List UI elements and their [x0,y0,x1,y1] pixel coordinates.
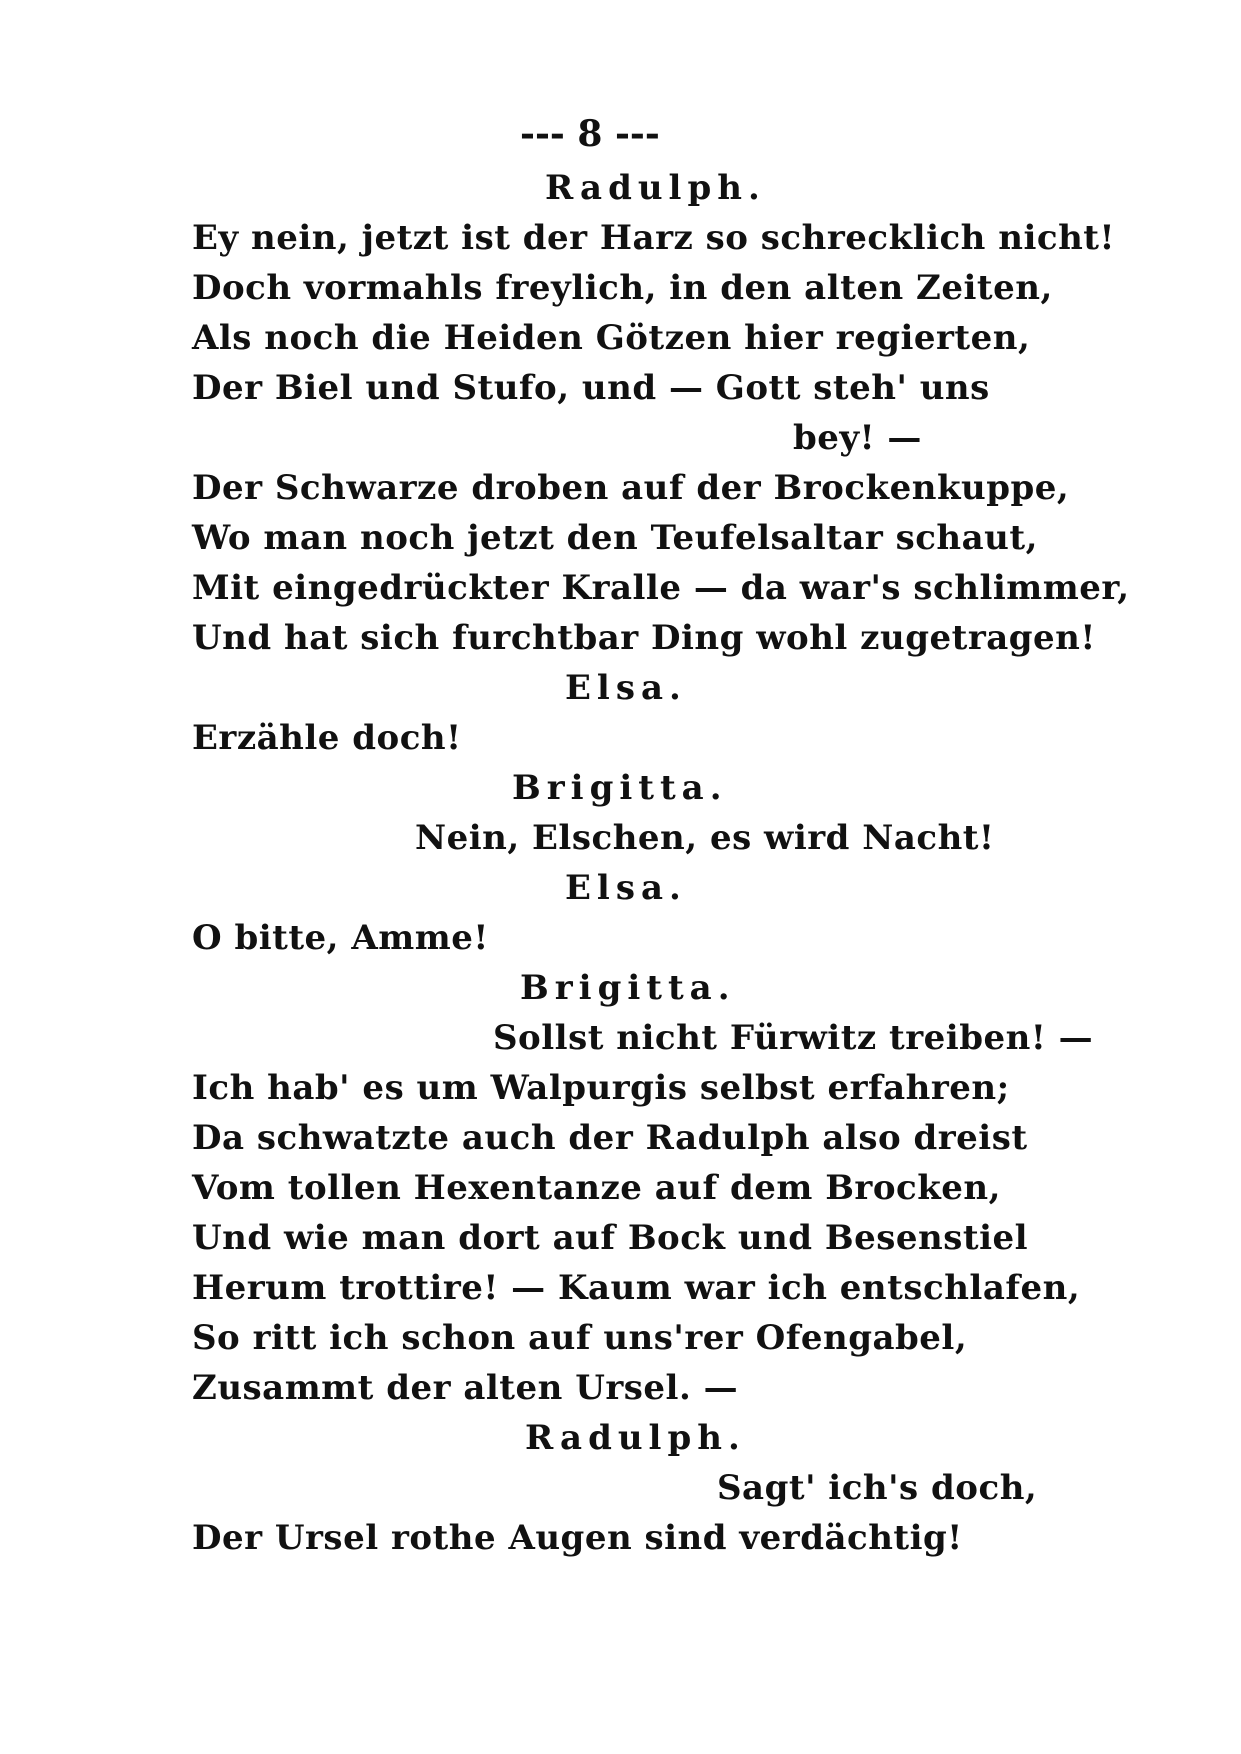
verse-line: Mit eingedrückter Kralle — da war's schlimmer, [192,568,1130,608]
page-number-header: --- 8 --- [520,113,660,155]
speaker-name: Elsa. [565,668,687,708]
verse-line: Nein, Elschen, es wird Nacht! [415,818,995,858]
verse-line: bey! — [793,418,922,458]
verse-line: Vom tollen Hexentanze auf dem Brocken, [192,1168,1001,1208]
speaker-name: Radulph. [525,1418,746,1458]
speaker-name: Brigitta. [512,768,728,808]
verse-line: Herum trottire! — Kaum war ich entschlafen, [192,1268,1081,1308]
verse-line: Als noch die Heiden Götzen hier regierten, [192,318,1031,358]
verse-line: Und hat sich furchtbar Ding wohl zugetragen! [192,618,1096,658]
verse-line: Der Biel und Stufo, und — Gott steh' uns [192,368,990,408]
verse-line: Der Ursel rothe Augen sind verdächtig! [192,1518,963,1558]
verse-line: Der Schwarze droben auf der Brockenkuppe, [192,468,1070,508]
verse-line: Sollst nicht Fürwitz treiben! — [493,1018,1094,1058]
speaker-name: Brigitta. [520,968,736,1008]
verse-line: Doch vormahls freylich, in den alten Zeiten, [192,268,1053,308]
verse-line: O bitte, Amme! [192,918,489,958]
verse-line: Erzähle doch! [192,718,462,758]
verse-line: So ritt ich schon auf uns'rer Ofengabel, [192,1318,968,1358]
verse-line: Und wie man dort auf Bock und Besenstiel [192,1218,1029,1258]
verse-line: Da schwatzte auch der Radulph also dreist [192,1118,1028,1158]
verse-line: Sagt' ich's doch, [717,1468,1038,1508]
verse-line: Ich hab' es um Walpurgis selbst erfahren; [192,1068,1010,1108]
speaker-name: Elsa. [565,868,687,908]
verse-line: Ey nein, jetzt ist der Harz so schrecklich nicht! [192,218,1115,258]
verse-line: Zusammt der alten Ursel. — [192,1368,739,1408]
verse-line: Wo man noch jetzt den Teufelsaltar schaut, [192,518,1038,558]
speaker-name: Radulph. [545,168,766,208]
